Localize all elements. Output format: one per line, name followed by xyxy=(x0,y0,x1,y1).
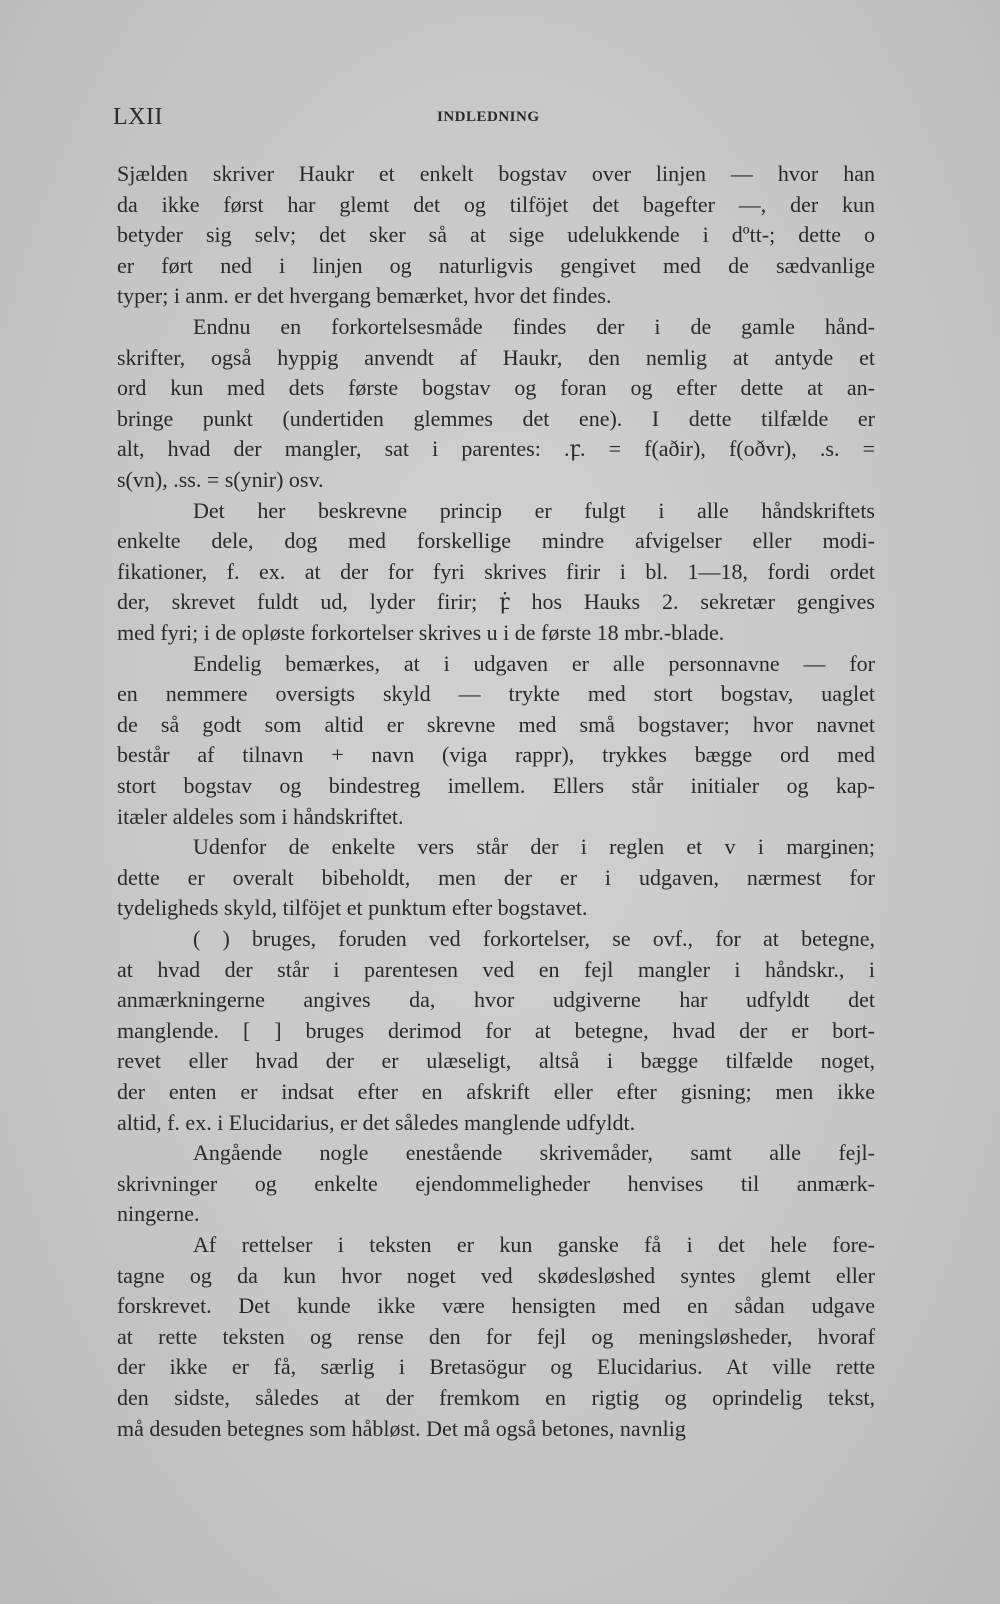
text-line: ord kun med dets første bogstav og foran og efter dette at an- xyxy=(117,375,875,401)
text-line: alt, hvad der mangler, sat i parentes: .ꝼ. = f(aðir), f(oðvr), .s. = xyxy=(117,436,875,462)
text-line: anmærkningerne angives da, hvor udgiverne har udfyldt det xyxy=(117,987,875,1013)
text-line: der enten er indsat efter en afskrift eller efter gisning; men ikke xyxy=(117,1079,875,1104)
text-line: da ikke først har glemt det og tilföjet det bagefter —, der kun xyxy=(117,191,875,217)
text-line: altid, f. ex. i Elucidarius, er det således manglende udfyldt. xyxy=(117,1109,636,1135)
text-line: en nemmere oversigts skyld — trykte med stort bogstav, uaglet xyxy=(117,681,875,707)
text-line: Sjælden skriver Haukr et enkelt bogstav over linjen — hvor han xyxy=(117,161,875,186)
text-line: må desuden betegnes som håbløst. Det må også betones, navnlig xyxy=(117,1415,686,1441)
text-line: er ført ned i linjen og naturligvis gengivet med de sædvanlige xyxy=(117,252,875,278)
text-line: typer; i anm. er det hvergang bemærket, hvor det findes. xyxy=(117,283,612,309)
text-line: Af rettelser i teksten er kun ganske få i det hele fore- xyxy=(193,1232,875,1257)
text-line: dette er overalt bibeholdt, men der er i udgaven, nærmest for xyxy=(117,864,875,890)
text-line: Det her beskrevne princip er fulgt i alle håndskriftets xyxy=(193,497,875,523)
text-line: stort bogstav og bindestreg imellem. Ellers står initialer og kap- xyxy=(117,773,875,798)
text-line: itæler aldeles som i håndskriftet. xyxy=(117,803,404,829)
text-line: manglende. [ ] bruges derimod for at betegne, hvad der er bort- xyxy=(117,1017,875,1043)
text-line: fikationer, f. ex. at der for fyri skrives firir i bl. 1—18, fordi ordet xyxy=(117,558,875,584)
text-line: bringe punkt (undertiden glemmes det ene). I dette tilfælde er xyxy=(117,405,875,431)
text-line: den sidste, således at der fremkom en rigtig og oprindelig tekst, xyxy=(117,1385,875,1410)
text-line: tagne og da kun hvor noget ved skødesløshed syntes glemt eller xyxy=(117,1262,875,1288)
text-line: skrivninger og enkelte ejendommeligheder henvises til anmærk- xyxy=(117,1170,875,1196)
text-line: Angående nogle enestående skrivemåder, samt alle fejl- xyxy=(193,1140,875,1166)
text-line: enkelte dele, dog med forskellige mindre afvigelser eller modi- xyxy=(117,528,875,554)
text-line: består af tilnavn + navn (viga rappr), trykkes bægge ord med xyxy=(117,742,875,768)
text-line: der ikke er få, særlig i Bretasögur og Elucidarius. At ville rette xyxy=(117,1354,875,1380)
running-head: INDLEDNING xyxy=(437,109,540,125)
text-line: Endnu en forkortelsesmåde findes der i de gamle hånd- xyxy=(193,314,875,339)
text-line: s(vn), .ss. = s(ynir) osv. xyxy=(117,467,324,492)
text-line: betyder sig selv; det sker så at sige udelukkende i dºtt-; dette o xyxy=(117,222,875,248)
text-line: skrifter, også hyppig anvendt af Haukr, den nemlig at antyde et xyxy=(117,344,875,370)
text-line: der, skrevet fuldt ud, lyder firir; ꝼ̇ hos Hauks 2. sekretær gengives xyxy=(117,589,875,615)
text-line: ningerne. xyxy=(117,1201,200,1227)
text-line: revet eller hvad der er ulæseligt, altså i bægge tilfælde noget, xyxy=(117,1048,875,1074)
text-line: Endelig bemærkes, at i udgaven er alle personnavne — for xyxy=(193,650,875,676)
text-line: med fyri; i de opløste forkortelser skrives u i de første 18 mbr.-blade. xyxy=(117,620,725,645)
text-line: at rette teksten og rense den for fejl og meningsløsheder, hvoraf xyxy=(117,1323,875,1349)
text-line: tydeligheds skyld, tilföjet et punktum efter bogstavet. xyxy=(117,895,588,921)
text-line: at hvad der står i parentesen ved en fejl mangler i håndskr., i xyxy=(117,956,875,982)
text-line: ( ) bruges, foruden ved forkortelser, se ovf., for at betegne, xyxy=(193,926,875,951)
page-number: LXII xyxy=(113,104,163,130)
text-line: Udenfor de enkelte vers står der i reglen et v i marginen; xyxy=(193,834,875,860)
text-line: de så godt som altid er skrevne med små bogstaver; hvor navnet xyxy=(117,711,875,737)
text-line: forskrevet. Det kunde ikke være hensigten med en sådan udgave xyxy=(117,1293,875,1319)
